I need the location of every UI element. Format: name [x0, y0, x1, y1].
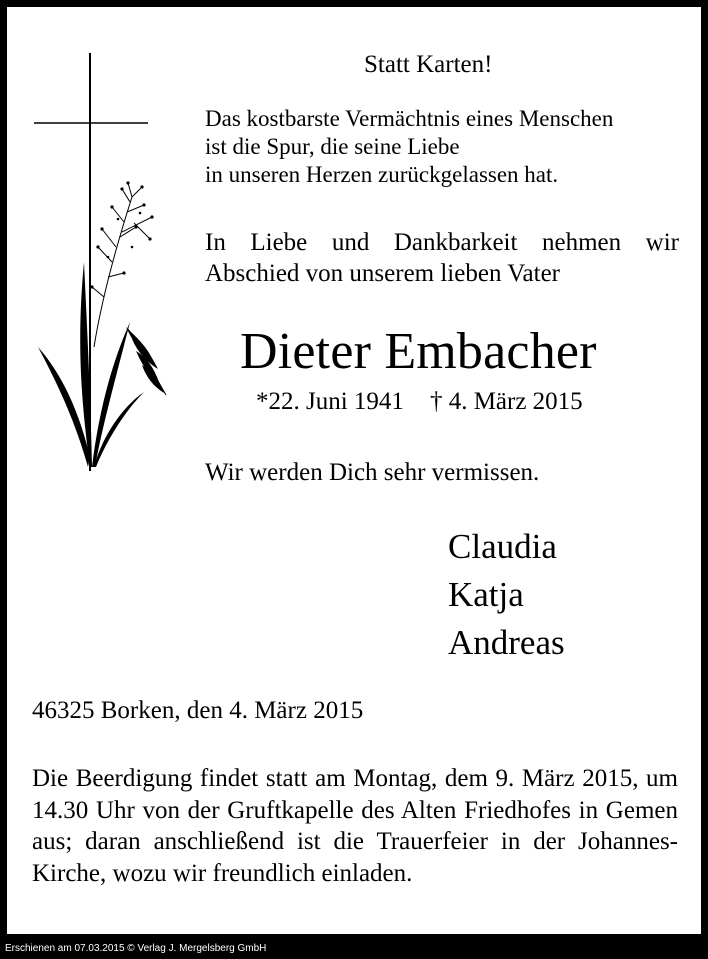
- deceased-name: Dieter Embacher: [240, 323, 597, 380]
- birth-date: *22. Juni 1941: [256, 388, 404, 415]
- funeral-information: Die Beerdigung findet statt am Montag, dem 9. März 2015, um 14.30 Uhr von der Gruftkapelle des Alten Friedhofes in Gemen aus; daran anschließend ist die Trauerfeier in der Johannes-Kirche, wozu wir freundlich einladen.: [32, 765, 678, 887]
- quote-line: Das kostbarste Vermächtnis eines Menschen: [205, 106, 614, 131]
- obituary-notice: [7, 7, 701, 934]
- cross-with-grain-icon: [32, 47, 172, 477]
- family-member: Katja: [448, 575, 524, 614]
- family-member: Claudia: [448, 527, 557, 566]
- family-members: [448, 523, 565, 667]
- death-date: † 4. März 2015: [429, 388, 583, 415]
- intro-text: In Liebe und Dankbarkeit nehmen wir Abschied von unserem lieben Vater: [205, 229, 679, 287]
- place-and-date: 46325 Borken, den 4. März 2015: [32, 697, 364, 724]
- quote-line: ist die Spur, die seine Liebe: [205, 134, 460, 159]
- quote-line: in unseren Herzen zurückgelassen hat.: [205, 162, 559, 187]
- farewell-message: Wir werden Dich sehr vermissen.: [205, 459, 540, 486]
- life-dates: [256, 388, 583, 416]
- family-member: Andreas: [448, 623, 565, 662]
- memorial-quote: [205, 105, 685, 189]
- heading-statt-karten: Statt Karten!: [364, 51, 493, 78]
- publication-footer: Erschienen am 07.03.2015 © Verlag J. Mergelsberg GmbH: [5, 943, 267, 954]
